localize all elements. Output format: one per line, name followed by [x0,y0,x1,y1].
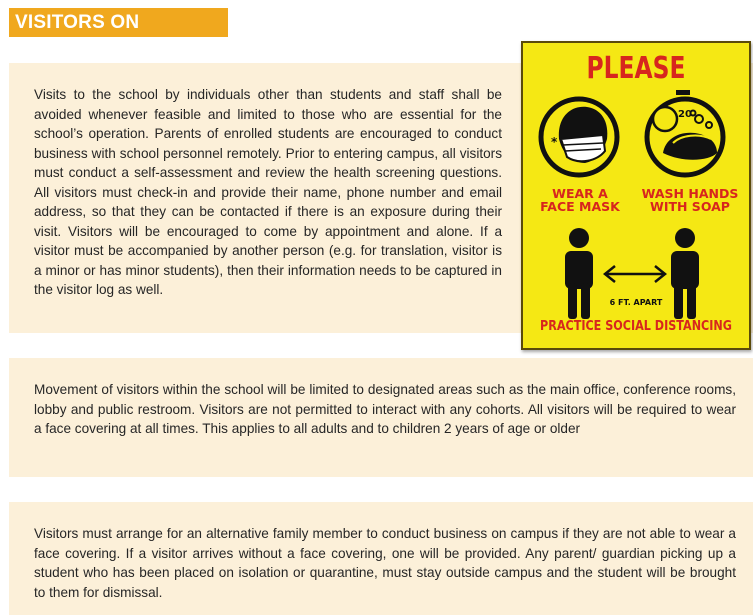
wash-label: WASH HANDS WITH SOAP [641,186,739,215]
distance-arrow-icon [605,266,665,282]
person-left-icon [565,228,593,319]
timer-number: 20 [678,109,692,120]
poster-title: PLEASE [586,51,686,86]
section-face-covering-panel [9,502,753,615]
face-mask-icon [541,99,617,175]
svg-text:*: * [551,135,558,149]
safety-poster [521,41,751,350]
section-face-covering-text: Visitors must arrange for an alternative family member to conduct business on campus if they are not able to wear a face covering. If a visitor arrives without a face covering, one will be provided. Any parent/ guardian picking up a student who has been placed on isolation or quarantine, must stay outside campus and the student will be brought to them for dismissal. [34,526,736,600]
wash-hands-icon [647,90,723,175]
section-movement-text: Movement of visitors within the school will be limited to designated areas such as the main office, conference rooms, lobby and public restroom. Visitors are not permitted to interact with any cohorts. All visitors will be required to wear a face covering at all times. This applies to all adults and to children 2 years of age or older [34,382,736,436]
mask-label: WEAR A FACE MASK [540,186,620,215]
distance-label: 6 FT. APART [609,298,663,307]
person-right-icon [671,228,699,319]
section-movement-panel [9,358,753,477]
social-distancing-label: PRACTICE SOCIAL DISTANCING [540,319,732,334]
section-visits-text: Visits to the school by individuals other than students and staff shall be avoided whenever feasible and limited to those who are essential for the school’s operation. Parents of enrolled students are encouraged to conduct business with school personnel remotely. Prior to entering campus, all visitors must conduct a self-assessment and review the health screening questions. All visitors must check-in and provide their name, phone number and email address, so that they can be contacted if there is an exposure during their visit. Visitors will be encouraged to come by appointment and alone. If a visitor must be accompanied by another person (e.g. for translation, visitor is a minor or has minor students), then their information needs to be captured in the visitor log as well. [34,87,502,297]
page-title: VISITORS ON CAMPUS [9,8,228,37]
